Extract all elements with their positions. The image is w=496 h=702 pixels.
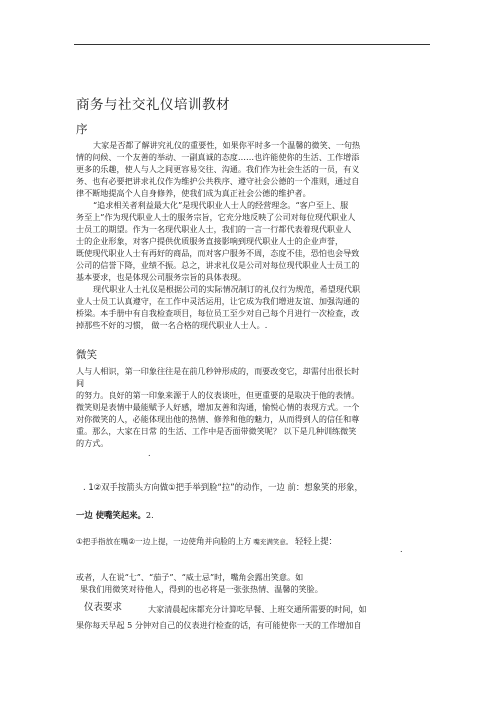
appearance-line: 大家清晨起床都充分计算吃早餐、上班交通所需要的时间，如 [148,604,367,614]
stray-mark: . [400,545,403,554]
smile-line: 对你微笑的人，必能体现出他的热情、修养和他的魅力，从而得到人的信任和尊 [76,414,360,424]
preface-line: 掉那些不好的习惯， 做一名合格的现代职业人士人。. [76,320,268,330]
preface-line: 大家是否都了解讲究礼仪的重要性，如果你平时多一个温馨的微笑、一句热 [93,140,361,150]
appearance-line: 果你每天早起 5 分钟对自己的仪表进行检查的话，有可能使你一天的工作增加自 [76,620,362,630]
preface-line: 现代职业人士礼仪是根据公司的实际情况制订的礼仪行为规范，希望现代职 [93,284,361,294]
preface-line: 桥梁。本手册中有自我检查项目，每位员工至少对自己每个月进行一次检查，改 [76,308,360,318]
preface-line: 业人士员工认真遵守，在工作中灵活运用，让它成为我们增进友谊、加强沟通的 [76,296,360,306]
preface-line: 公司的信誉下降，业绩不振。总之，讲求礼仪是公司对每位现代职业人士员工的 [76,260,360,270]
preface-line: 律不断地提高个人自身修养，使我们成为真正社会公德的维护者。 [76,188,311,198]
preface-line: “追求相关者利益最大化”是现代职业人士人的经营理念。“客户至上、服 [93,200,349,210]
smile-line: 微笑则是表情中最能赋予人好感，增加友善和沟通，愉悦心情的表现方式。一个 [76,402,360,412]
preface-heading: 序 [76,122,88,136]
smile-line: 人与人相识，第一印象往往是在前几秒钟形成的，而要改变它，却需付出很长时 [76,366,360,376]
exercise-text: 角 [195,537,205,547]
exercise-bold-text: 一边 使嘴笑起来。 [76,510,146,520]
preface-line: 基本要求，也是体现公司服务宗旨的具体表现。 [76,272,246,282]
preface-line: 士的企业形象，对客户提供优质服务直接影响到现代职业人士的企业声誉， [76,236,344,246]
exercise-step-number: 2. [145,510,154,520]
preface-line: 情的问候、一个友善的举动、一副真诚的态度……也许能使你的生活、工作增添 [76,152,360,162]
header-rule [74,44,430,45]
appearance-heading: 仪表要求 [84,602,123,613]
exercise-text: 轻轻上提： [292,536,337,546]
stray-mark: . [148,449,151,458]
preface-line: 既使现代职业人士有再好的商品，而对客户服务不周，态度不佳，恐怕也会导致 [76,248,360,258]
document-title: 商务与社交礼仪培训教材 [76,97,230,113]
preface-line: 更多的乐趣，使人与人之间更容易交往、沟通。我们作为社会生活的一员，有义 [76,164,360,174]
smile-line: 重。那么，大家在日常 的生活、工作中是否面带微笑呢？ 以下是几种训练微笑 [76,426,357,436]
exercise-line: . 1②双手按箭头方向做①把手举到脸“拉”的动作，一边 前：想象笑的形象， [83,482,363,492]
exercise-text: 嘴充满笑意。 [251,538,293,546]
smile-heading: 微笑 [76,349,97,361]
tail-line: 果我们用微笑对待他人，得到的也必将是一张张热情、温馨的笑脸。 [80,584,323,594]
preface-line: 务、也有必要把讲求礼仪作为维护公共秩序、遵守社会公德的一个准则，通过自 [76,176,360,186]
exercise-line [76,536,337,547]
smile-line: 的努力。良好的第一印象来源于人的仪表谈吐，但更重要的是取决于他的表情。 [76,390,360,400]
preface-line: 务至上”作为现代职业人士的服务宗旨，它充分地反映了公司对每位现代职业人 [76,212,356,222]
smile-line: 间 [76,378,85,388]
tail-line: 或者，人在说“七”、“茄子”、“威士忌”时，嘴角会露出笑意。如 [76,572,304,582]
exercise-text: 并向脸的上方 [204,537,252,546]
smile-line: 的方式。 [76,438,109,448]
preface-line: 士员工的期望。作为一名现代职业人士，我们的一言一行都代表着现代职业人 [76,224,352,234]
exercise-line [76,510,154,520]
exercise-text: ①把手指放在嘴②一边上提，一边使 [76,537,196,546]
